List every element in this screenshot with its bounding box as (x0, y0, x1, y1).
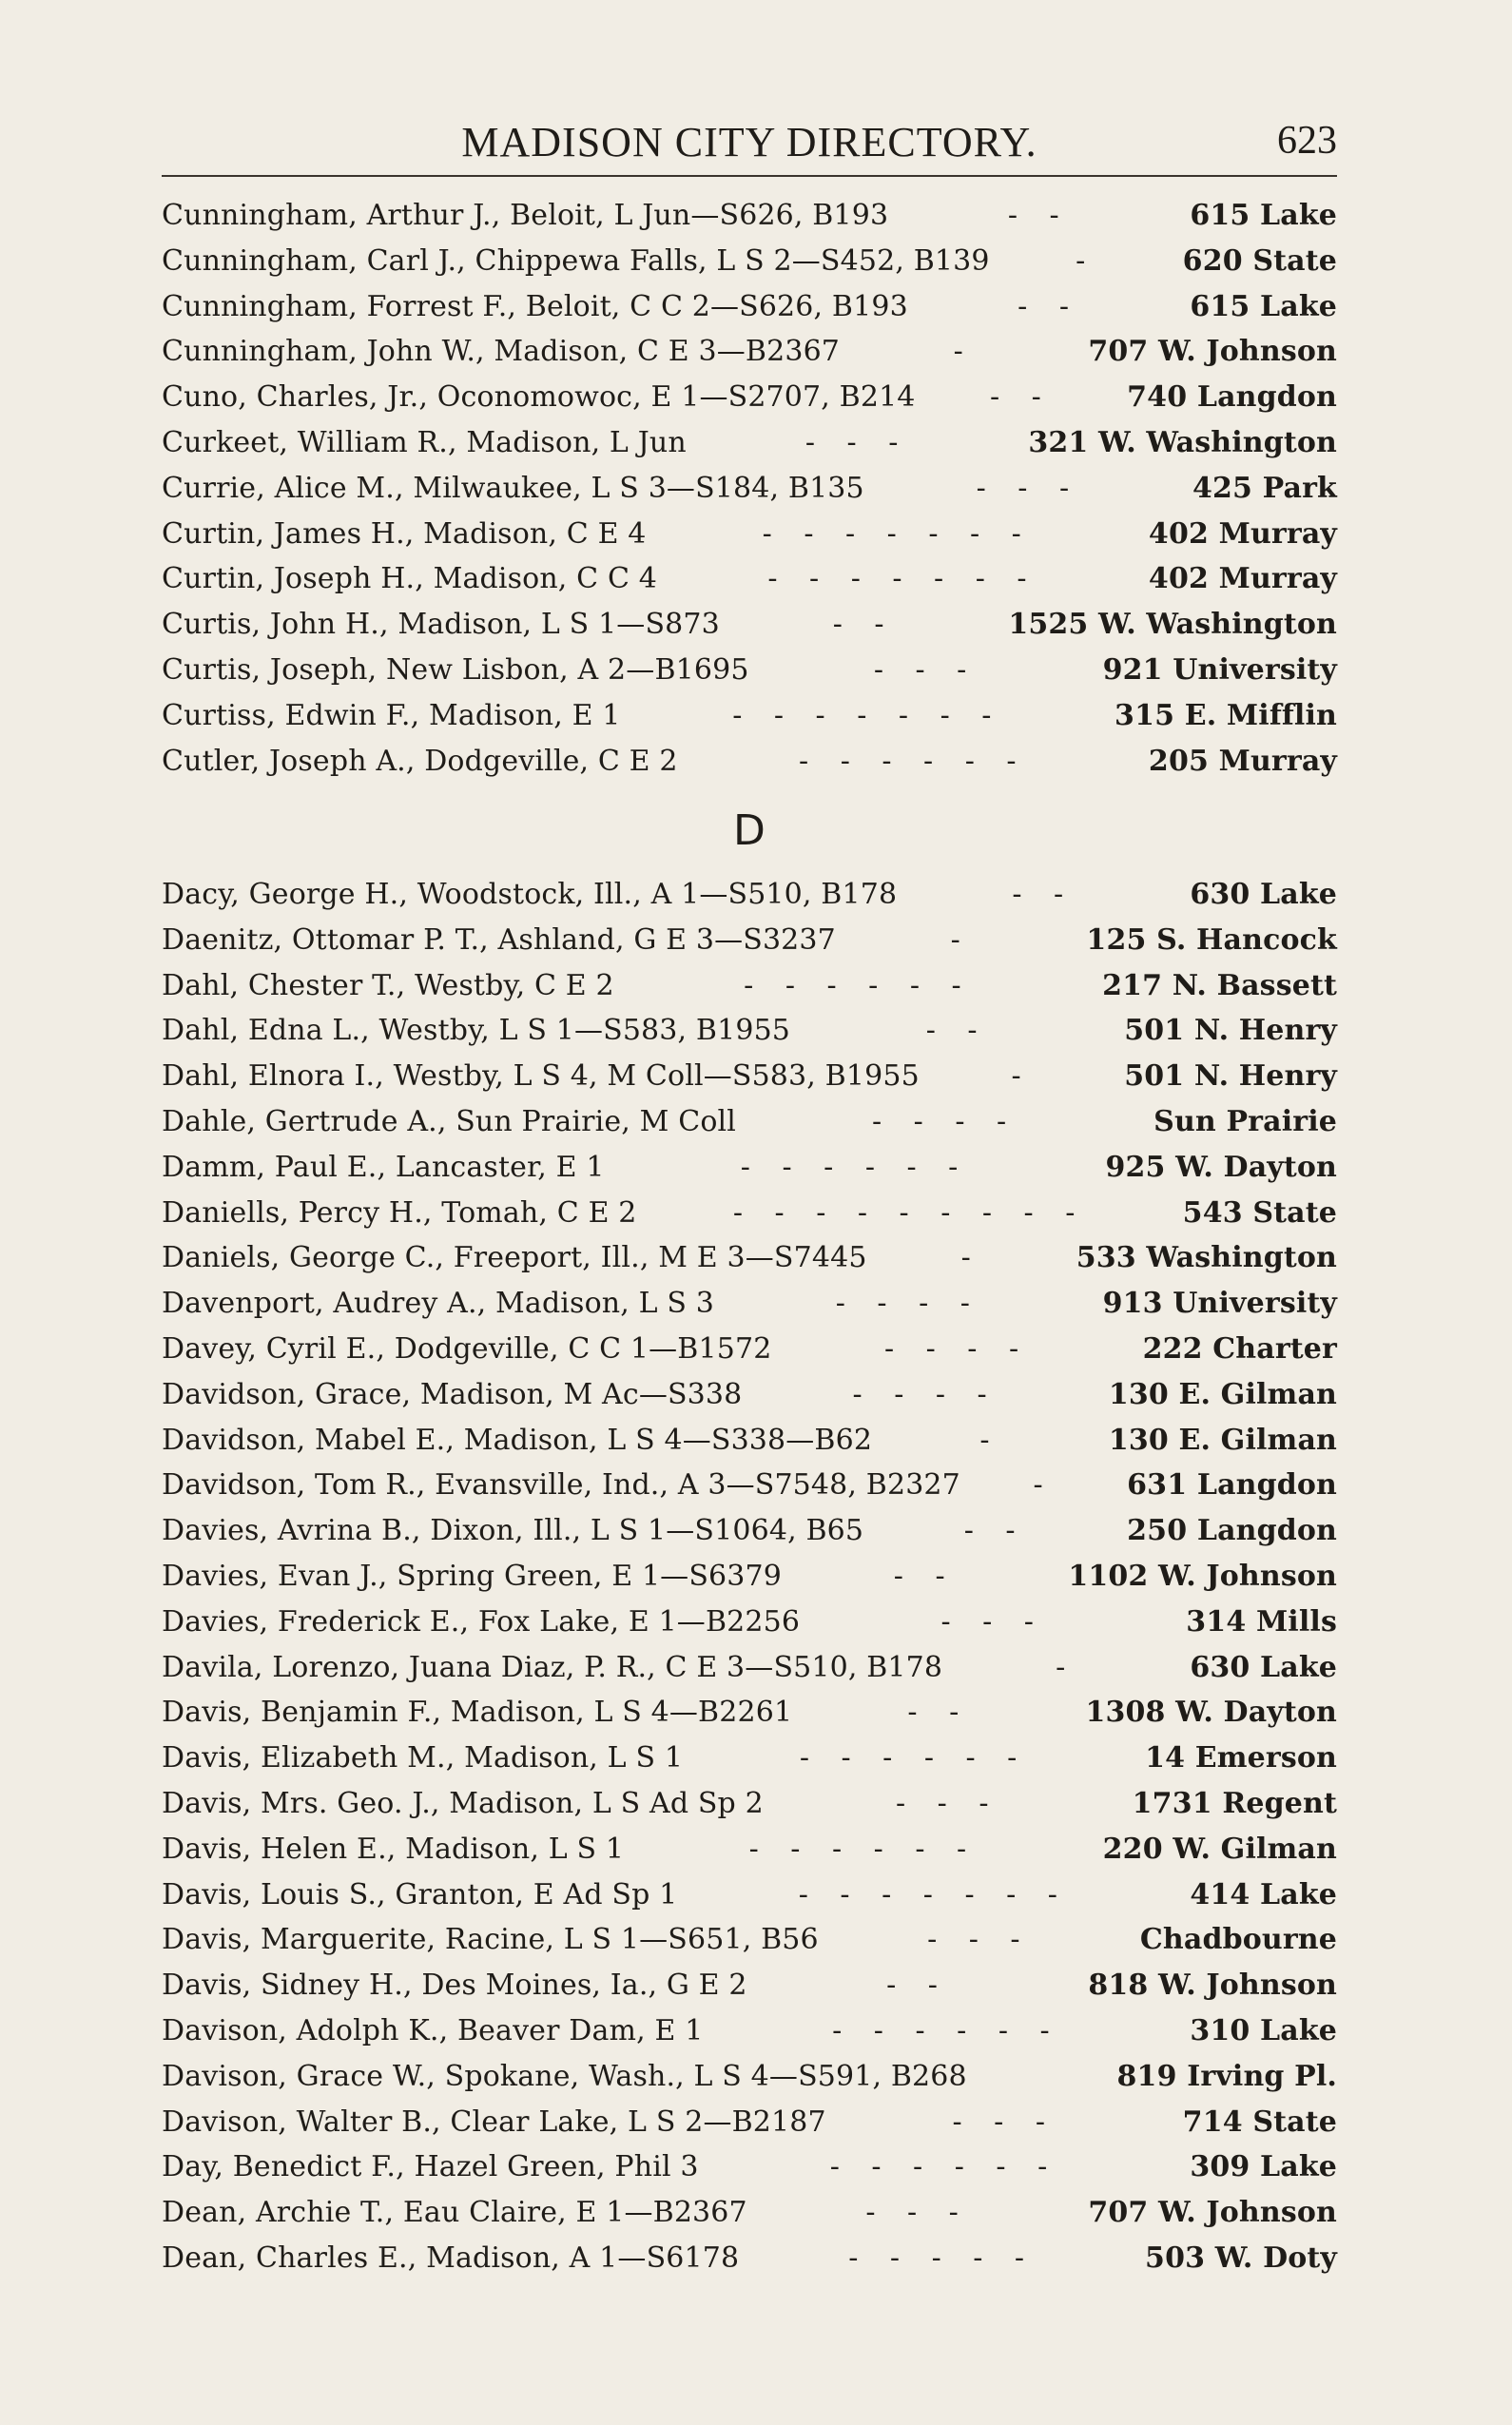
entry-name: Dahl, Edna L., Westby, L S 1—S583, B1955 (162, 1014, 791, 1048)
entry-address: 707 W. Johnson (1088, 335, 1337, 369)
entry-address: 714 State (1182, 2105, 1337, 2139)
entry-leader: - - (1007, 199, 1071, 232)
entry-name: Davis, Louis S., Granton, E Ad Sp 1 (162, 1877, 678, 1911)
entry-address: 130 E. Gilman (1108, 1377, 1337, 1411)
directory-entry (162, 1463, 1337, 1508)
entry-address: 1525 W. Washington (1008, 608, 1337, 642)
entry-address: 402 Murray (1148, 562, 1337, 596)
entry-leader: - - - - - - (829, 2150, 1059, 2184)
entry-name: Damm, Paul E., Lancaster, E 1 (162, 1150, 605, 1184)
entry-address: 925 W. Dayton (1105, 1150, 1337, 1184)
entry-name: Davison, Adolph K., Beaver Dam, E 1 (162, 2013, 704, 2047)
directory-entry (162, 1054, 1337, 1099)
entry-name: Cunningham, Arthur J., Beloit, L Jun—S626, B193 (162, 199, 889, 232)
entry-address: 425 Park (1192, 471, 1337, 505)
entry-name: Davison, Grace W., Spokane, Wash., L S 4—S591, B268 (162, 2059, 967, 2093)
entry-leader: - (1056, 1650, 1077, 1684)
entry-leader: - (950, 922, 972, 957)
directory-entry (162, 556, 1337, 602)
entries-section-c (162, 193, 1337, 784)
directory-entry (162, 2100, 1337, 2145)
entry-name: Davidson, Tom R., Evansville, Ind., A 3—S7548, B2327 (162, 1468, 960, 1503)
directory-entry (162, 1372, 1337, 1418)
entry-name: Dahl, Chester T., Westby, C E 2 (162, 968, 614, 1002)
entry-name: Davis, Mrs. Geo. J., Madison, L S Ad Sp 2 (162, 1786, 764, 1820)
entry-leader: - - - - (872, 1104, 1018, 1138)
entry-leader: - - - - - (848, 2241, 1037, 2275)
entry-address: 130 E. Gilman (1108, 1423, 1337, 1457)
entry-leader: - - (925, 1014, 989, 1048)
entry-leader: - - (1012, 878, 1076, 911)
entry-leader: - - - - - - - (798, 1877, 1069, 1911)
entry-leader: - - - - - - - (732, 698, 1003, 732)
entry-address: 501 N. Henry (1124, 1014, 1337, 1048)
entry-leader: - - (989, 380, 1053, 415)
entry-leader: - - - - - - (832, 2013, 1061, 2047)
page-number: 623 (1277, 119, 1337, 163)
directory-entry (162, 1781, 1337, 1827)
directory-entry (162, 648, 1337, 693)
directory-entry (162, 193, 1337, 239)
directory-entry (162, 329, 1337, 375)
directory-entry (162, 1690, 1337, 1736)
directory-entry (162, 1099, 1337, 1145)
entry-address: 14 Emerson (1145, 1741, 1337, 1775)
entry-leader: - - - - - - - (767, 562, 1038, 596)
directory-entry (162, 1327, 1337, 1372)
entry-name: Cunningham, John W., Madison, C E 3—B2367 (162, 335, 841, 369)
directory-entry (162, 1736, 1337, 1781)
entry-address: 615 Lake (1190, 199, 1337, 232)
entry-address: 310 Lake (1190, 2013, 1337, 2047)
directory-entry (162, 1872, 1337, 1918)
entry-leader: - - - - - - (799, 1741, 1029, 1775)
entry-address: 818 W. Johnson (1088, 1969, 1337, 2003)
entry-address: 630 Lake (1190, 878, 1337, 911)
entry-address: 1731 Regent (1132, 1786, 1337, 1820)
header-rule (162, 175, 1337, 177)
entry-address: 1308 W. Dayton (1085, 1696, 1337, 1730)
entry-address: 921 University (1102, 652, 1337, 687)
entry-address: 543 State (1182, 1195, 1337, 1230)
directory-entry (162, 1645, 1337, 1691)
entry-name: Daniels, George C., Freeport, Ill., M E 3—S7445 (162, 1241, 867, 1275)
directory-entry (162, 1235, 1337, 1281)
directory-entry (162, 1827, 1337, 1872)
directory-entry (162, 1917, 1337, 1963)
entry-leader: - - - - (835, 1287, 981, 1321)
entry-leader: - - - (896, 1786, 1000, 1820)
entry-address: 501 N. Henry (1124, 1059, 1337, 1094)
section-heading-d: D (733, 806, 766, 855)
entry-leader: - - (1018, 289, 1080, 323)
entry-name: Day, Benedict F., Hazel Green, Phil 3 (162, 2150, 699, 2184)
entry-leader: - - - - (883, 1331, 1031, 1366)
entry-name: Cunningham, Carl J., Chippewa Falls, L S 2—S452, B139 (162, 243, 990, 278)
entry-name: Dahl, Elnora I., Westby, L S 4, M Coll—S583, B1955 (162, 1059, 920, 1094)
page-title: MADISON CITY DIRECTORY. (461, 119, 1037, 165)
entry-leader: - - - - (852, 1377, 998, 1411)
entry-name: Currie, Alice M., Milwaukee, L S 3—S184, B135 (162, 471, 864, 505)
entry-name: Davis, Sidney H., Des Moines, Ia., G E 2 (162, 1969, 747, 2003)
entry-address: 250 Langdon (1127, 1514, 1337, 1548)
directory-entry (162, 1008, 1337, 1054)
directory-entry (162, 284, 1337, 330)
directory-entry (162, 1418, 1337, 1464)
entry-address: 533 Washington (1076, 1241, 1337, 1275)
entry-name: Curkeet, William R., Madison, L Jun (162, 425, 687, 459)
entry-leader: - - - - - - - - - (732, 1195, 1087, 1230)
directory-entry (162, 1145, 1337, 1191)
directory-entry (162, 1554, 1337, 1600)
entry-name: Davies, Evan J., Spring Green, E 1—S6379 (162, 1559, 782, 1593)
entry-leader: - - (832, 608, 896, 642)
entry-leader: - - - - - - (744, 968, 973, 1002)
entry-address: 740 Langdon (1127, 380, 1337, 415)
entry-leader: - - - - - - (748, 1832, 979, 1866)
directory-entry (162, 918, 1337, 963)
directory-entry (162, 693, 1337, 739)
entry-address: 414 Lake (1190, 1877, 1337, 1911)
entry-address: 314 Mills (1186, 1604, 1337, 1639)
directory-entry (162, 739, 1337, 785)
directory-entry (162, 1191, 1337, 1236)
entry-address: 819 Irving Pl. (1116, 2059, 1337, 2093)
entry-name: Curtiss, Edwin F., Madison, E 1 (162, 698, 621, 732)
entry-name: Curtis, Joseph, New Lisbon, A 2—B1695 (162, 652, 749, 687)
entry-leader: - - (893, 1559, 957, 1593)
entry-name: Davidson, Grace, Madison, M Ac—S338 (162, 1377, 743, 1411)
entry-address: 315 E. Mifflin (1115, 698, 1337, 732)
entry-address: 217 N. Bassett (1102, 968, 1337, 1002)
entry-address: 321 W. Washington (1028, 425, 1337, 459)
entry-address: 707 W. Johnson (1088, 2196, 1337, 2230)
entry-name: Curtin, Joseph H., Madison, C C 4 (162, 562, 657, 596)
entry-leader: - - - - - - - (762, 516, 1033, 551)
directory-entry (162, 963, 1337, 1009)
directory-entry (162, 239, 1337, 284)
entry-name: Davis, Elizabeth M., Madison, L S 1 (162, 1741, 684, 1775)
directory-entry (162, 375, 1337, 420)
entry-name: Cuno, Charles, Jr., Oconomowoc, E 1—S2707, B214 (162, 380, 916, 415)
directory-entry (162, 2236, 1337, 2281)
entry-leader: - (1011, 1059, 1033, 1094)
entry-name: Davenport, Audrey A., Madison, L S 3 (162, 1287, 715, 1321)
directory-entry (162, 2190, 1337, 2236)
directory-entry (162, 2054, 1337, 2100)
entry-name: Cutler, Joseph A., Dodgeville, C E 2 (162, 744, 678, 778)
entry-leader: - - - (873, 652, 979, 687)
entry-leader: - - - (940, 1604, 1045, 1639)
entry-leader: - - (886, 1969, 949, 2003)
entry-name: Davies, Frederick E., Fox Lake, E 1—B2256 (162, 1604, 801, 1639)
entry-name: Davis, Helen E., Madison, L S 1 (162, 1832, 625, 1866)
entry-leader: - - (907, 1696, 971, 1730)
entry-name: Dahle, Gertrude A., Sun Prairie, M Coll (162, 1104, 737, 1138)
entry-leader: - - - (952, 2105, 1056, 2139)
entry-name: Davison, Walter B., Clear Lake, L S 2—B2187 (162, 2105, 826, 2139)
directory-entry (162, 420, 1337, 466)
directory-entry (162, 466, 1337, 512)
entry-leader: - - - - - - (740, 1150, 970, 1184)
entry-address: 125 S. Hancock (1086, 922, 1337, 957)
entry-name: Davis, Marguerite, Racine, L S 1—S651, B56 (162, 1923, 819, 1957)
entry-address: 631 Langdon (1127, 1468, 1337, 1503)
entry-leader: - - - (865, 2196, 970, 2230)
entry-address: Chadbourne (1139, 1923, 1337, 1957)
entry-name: Davies, Avrina B., Dixon, Ill., L S 1—S1064, B65 (162, 1514, 864, 1548)
directory-entry (162, 1600, 1337, 1645)
entry-address: 205 Murray (1148, 744, 1337, 778)
entries-section-d (162, 872, 1337, 2281)
directory-entry (162, 2008, 1337, 2054)
directory-entry (162, 602, 1337, 648)
entry-name: Curtis, John H., Madison, L S 1—S873 (162, 608, 720, 642)
entry-name: Davis, Benjamin F., Madison, L S 4—B2261 (162, 1696, 793, 1730)
entry-leader: - (953, 335, 975, 369)
entry-name: Daenitz, Ottomar P. T., Ashland, G E 3—S3237 (162, 922, 836, 957)
entry-name: Cunningham, Forrest F., Beloit, C C 2—S626, B193 (162, 289, 908, 323)
entry-address: 615 Lake (1190, 289, 1337, 323)
entry-name: Dean, Charles E., Madison, A 1—S6178 (162, 2241, 740, 2275)
entry-leader: - (1033, 1468, 1055, 1503)
entry-address: 913 University (1102, 1287, 1337, 1321)
entry-address: 222 Charter (1142, 1331, 1337, 1366)
entry-name: Davidson, Mabel E., Madison, L S 4—S338—B62 (162, 1423, 873, 1457)
entry-leader: - - (963, 1514, 1027, 1548)
entry-address: 402 Murray (1148, 516, 1337, 551)
directory-entry (162, 2144, 1337, 2190)
entry-name: Dean, Archie T., Eau Claire, E 1—B2367 (162, 2196, 747, 2230)
page-header (162, 112, 1337, 171)
entry-leader: - - - - - - (799, 744, 1028, 778)
directory-entry (162, 1281, 1337, 1327)
directory-entry (162, 512, 1337, 557)
directory-entry (162, 1963, 1337, 2008)
entry-name: Dacy, George H., Woodstock, Ill., A 1—S510, B178 (162, 878, 898, 911)
entry-name: Davey, Cyril E., Dodgeville, C C 1—B1572 (162, 1331, 772, 1366)
entry-address: 309 Lake (1190, 2150, 1337, 2184)
entry-address: 503 W. Doty (1145, 2241, 1337, 2275)
entry-address: 620 State (1182, 243, 1337, 278)
entry-leader: - (979, 1423, 1001, 1457)
entry-leader: - (1076, 243, 1097, 278)
directory-entry (162, 872, 1337, 918)
entry-leader: - - - (804, 425, 910, 459)
entry-name: Daniells, Percy H., Tomah, C E 2 (162, 1195, 637, 1230)
directory-entry (162, 1508, 1337, 1554)
entry-leader: - - - (976, 471, 1081, 505)
entry-address: 630 Lake (1190, 1650, 1337, 1684)
entry-address: 220 W. Gilman (1102, 1832, 1337, 1866)
entry-leader: - - - (927, 1923, 1032, 1957)
entry-leader: - (960, 1241, 982, 1275)
entry-name: Davila, Lorenzo, Juana Diaz, P. R., C E 3—S510, B178 (162, 1650, 943, 1684)
entry-address: Sun Prairie (1153, 1104, 1337, 1138)
entry-address: 1102 W. Johnson (1068, 1559, 1337, 1593)
entry-name: Curtin, James H., Madison, C E 4 (162, 516, 647, 551)
